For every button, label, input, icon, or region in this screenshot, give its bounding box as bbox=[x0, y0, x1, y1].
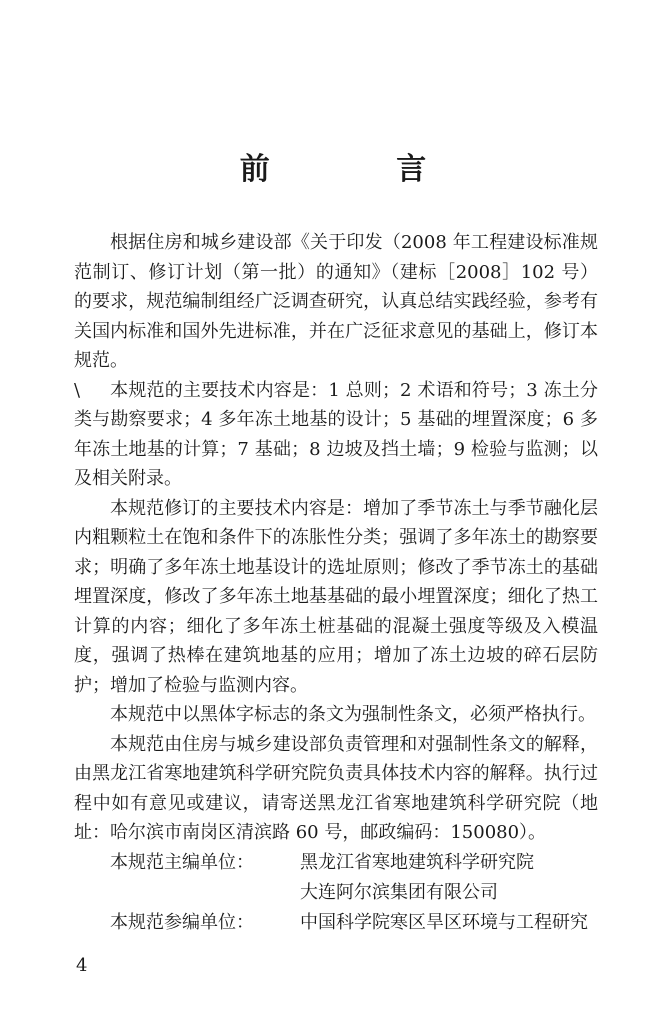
main-contents-text: 本规范的主要技术内容是：1 总则；2 术语和符号；3 冻土分类与勘察要求；4 多年冻土地基的设计；5 基础的埋置深度；6 多年冻土地基的计算；7 基础；8 边坡及挡土墙；9 检验与监测；以及相关附录。 bbox=[74, 379, 598, 489]
paragraph-mandatory-clauses: 本规范中以黑体字标志的条文为强制性条文，必须严格执行。 bbox=[110, 704, 596, 725]
chief-editor-unit-1: 黑龙江省寒地建筑科学研究院 bbox=[300, 851, 534, 873]
page-title: 前 言 bbox=[239, 152, 485, 187]
margin-mark: \ bbox=[74, 379, 81, 401]
preface-body bbox=[74, 228, 598, 938]
paragraph-revised-contents: 本规范修订的主要技术内容是：增加了季节冻土与季节融化层内粗颗粒土在饱和条件下的冻胀性分类；强调了多年冻土的勘察要求；明确了多年冻土地基设计的选址原则；修改了季节冻土的基础埋置深度，修改了多年冻土地基基础的最小埋置深度；细化了热工计算的内容；细化了多年冻土桩基础的混凝土强度等级及入模温度，强调了热棒在建筑地基的应用；增加了冻土边坡的碎石层防护；增加了检验与监测内容。 bbox=[74, 497, 598, 696]
participating-editor-unit-1: 中国科学院寒区旱区环境与工程研究 bbox=[300, 911, 588, 933]
paragraph-administration: 本规范由住房与城乡建设部负责管理和对强制性条文的解释，由黑龙江省寒地建筑科学研究院负责具体技术内容的解释。执行过程中如有意见或建议，请寄送黑龙江省寒地建筑科学研究院（地址：哈尔滨市南岗区清滨路 60 号，邮政编码：150080）。 bbox=[74, 733, 598, 843]
participating-editor-line bbox=[74, 908, 598, 938]
paragraph-revision-basis: 根据住房和城乡建设部《关于印发（2008 年工程建设标准规范制订、修订计划（第一批）的通知》（建标［2008］102 号）的要求，规范编制组经广泛调查研究，认真总结实践经验，参考有关国内标准和国外先进标准，并在广泛征求意见的基础上，修订本规范。 bbox=[74, 232, 598, 371]
paragraph-main-contents bbox=[74, 376, 598, 494]
page-number: 4 bbox=[76, 955, 88, 976]
chief-editor-unit-2: 大连阿尔滨集团有限公司 bbox=[300, 881, 498, 903]
chief-editor-label: 本规范主编单位： bbox=[110, 851, 254, 873]
chief-editor-line bbox=[74, 848, 598, 878]
participating-editor-label: 本规范参编单位： bbox=[110, 911, 254, 933]
